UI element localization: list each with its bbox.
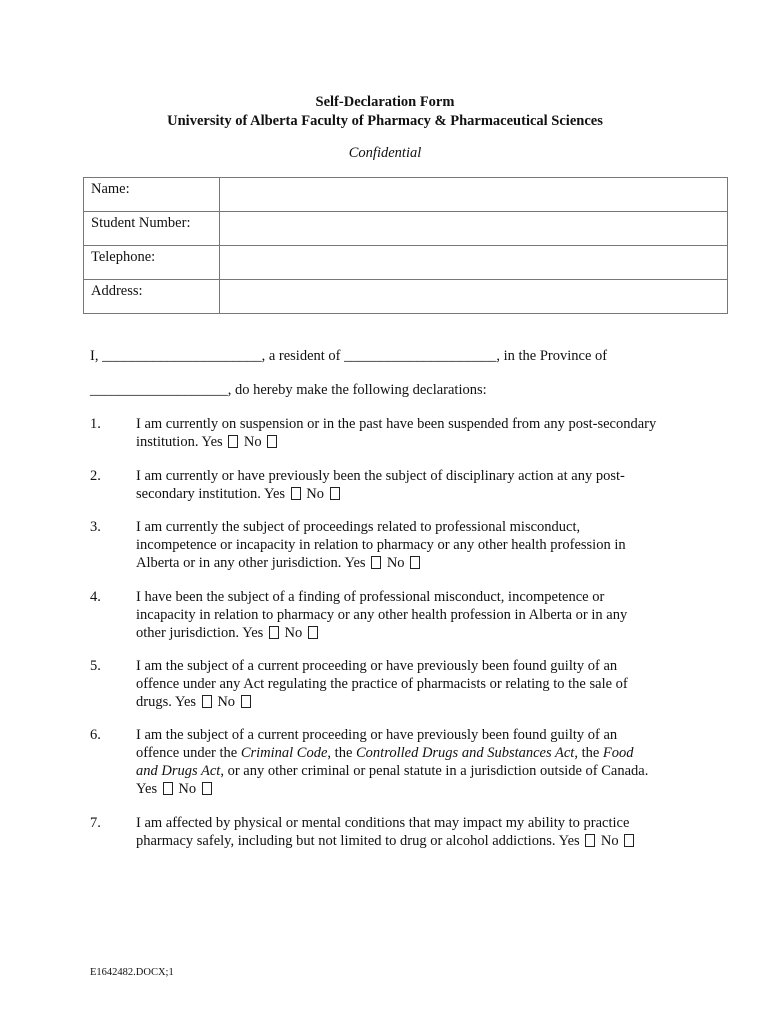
- confidential-label: Confidential: [348, 145, 422, 161]
- item-number: 7.: [90, 815, 101, 831]
- no-checkbox[interactable]: [267, 435, 277, 448]
- yes-label: Yes: [201, 434, 223, 450]
- item-text-line-2: incompetence or incapacity in relation to pharmacy or any other health profession in: [136, 537, 626, 553]
- cdsa-title: Controlled Drugs and Substances Act: [356, 745, 575, 761]
- item-text-line-3: [136, 762, 680, 780]
- item-text-end: Alberta or in any other jurisdiction.: [136, 555, 342, 571]
- name-label: Name:: [84, 178, 220, 212]
- no-checkbox[interactable]: [202, 782, 212, 795]
- yes-checkbox[interactable]: [269, 626, 279, 639]
- address-label: Address:: [84, 280, 220, 314]
- student-number-label: Student Number:: [84, 212, 220, 246]
- declaration-line-2: ___________________, do hereby make the following declarations:: [90, 382, 487, 398]
- item-text-line-2: offence under any Act regulating the practice of pharmacists or relating to the sale of: [136, 676, 628, 692]
- item-text-end: drugs.: [136, 694, 172, 710]
- form-title: Self-Declaration Form: [315, 94, 455, 110]
- telephone-row: [84, 246, 728, 280]
- item-text: I have been the subject of a finding of professional misconduct, incompetence or: [136, 589, 605, 605]
- yes-checkbox[interactable]: [585, 834, 595, 847]
- item-text-answer-line: [136, 780, 680, 798]
- item-text: I am the subject of a current proceeding or have previously been found guilty of an: [136, 727, 618, 743]
- food-drugs-title-start: Food: [602, 745, 634, 761]
- item-text-answer-line: [136, 832, 680, 850]
- yes-label: Yes: [344, 555, 366, 571]
- item-number: 6.: [90, 727, 101, 743]
- institution-title: University of Alberta Faculty of Pharmacy & Pharmaceutical Sciences: [167, 113, 603, 129]
- yes-label: Yes: [136, 781, 158, 797]
- personal-info-table: [83, 177, 728, 314]
- yes-label: Yes: [558, 833, 580, 849]
- item-text: I am currently the subject of proceedings related to professional misconduct,: [136, 519, 581, 535]
- item-text-end: pharmacy safely, including but not limited to drug or alcohol addictions.: [136, 833, 556, 849]
- item-text: I am affected by physical or mental conditions that may impact my ability to practice: [136, 815, 630, 831]
- declaration-line-1: I, ______________________, a resident of _____________________, in the Province of: [90, 348, 608, 364]
- item-number: 1.: [90, 416, 101, 432]
- item-text-end: other jurisdiction.: [136, 625, 240, 641]
- item-text-line-2: [136, 744, 680, 762]
- yes-checkbox[interactable]: [202, 695, 212, 708]
- no-checkbox[interactable]: [330, 487, 340, 500]
- criminal-code-title: Criminal Code: [240, 745, 328, 761]
- item-number: 2.: [90, 468, 101, 484]
- yes-checkbox[interactable]: [371, 556, 381, 569]
- no-checkbox[interactable]: [241, 695, 251, 708]
- yes-checkbox[interactable]: [228, 435, 238, 448]
- item-text-part: , the: [574, 745, 603, 761]
- no-label: No: [306, 486, 325, 502]
- no-label: No: [217, 694, 236, 710]
- item-text-part: , or any other criminal or penal statute in a jurisdiction outside of Canada.: [220, 763, 649, 779]
- yes-checkbox[interactable]: [163, 782, 173, 795]
- no-checkbox[interactable]: [308, 626, 318, 639]
- item-number: 3.: [90, 519, 101, 535]
- yes-label: Yes: [242, 625, 264, 641]
- student-number-field[interactable]: [220, 212, 728, 246]
- student-number-row: [84, 212, 728, 246]
- no-label: No: [178, 781, 197, 797]
- item-text-part: , the: [327, 745, 357, 761]
- no-checkbox[interactable]: [624, 834, 634, 847]
- item-text: I am currently on suspension or in the past have been suspended from any post-secondary: [136, 416, 657, 432]
- telephone-label: Telephone:: [84, 246, 220, 280]
- document-footer-id: E1642482.DOCX;1: [90, 967, 174, 978]
- item-text-line-2: incapacity in relation to pharmacy or any other health profession in Alberta or in any: [136, 607, 628, 623]
- no-label: No: [284, 625, 303, 641]
- yes-checkbox[interactable]: [291, 487, 301, 500]
- item-text-answer-line: [136, 624, 680, 642]
- item-text-answer-line: [136, 693, 680, 711]
- item-text-part: offence under the: [136, 745, 241, 761]
- food-drugs-title-end: and Drugs Act: [136, 763, 221, 779]
- item-text: I am the subject of a current proceeding or have previously been found guilty of an: [136, 658, 618, 674]
- no-label: No: [386, 555, 405, 571]
- item-text-end: secondary institution.: [136, 486, 261, 502]
- item-text-answer-line: [136, 485, 680, 503]
- no-label: No: [243, 434, 262, 450]
- item-text-answer-line: [136, 433, 680, 451]
- no-label: No: [600, 833, 619, 849]
- yes-label: Yes: [174, 694, 197, 710]
- item-number: 5.: [90, 658, 101, 674]
- name-field[interactable]: [220, 178, 728, 212]
- item-text-answer-line: [136, 554, 680, 572]
- telephone-field[interactable]: [220, 246, 728, 280]
- yes-label: Yes: [263, 486, 286, 502]
- name-row: [84, 178, 728, 212]
- address-row: [84, 280, 728, 314]
- address-field[interactable]: [220, 280, 728, 314]
- item-number: 4.: [90, 589, 101, 605]
- no-checkbox[interactable]: [410, 556, 420, 569]
- item-text-end: institution.: [136, 434, 199, 450]
- item-text: I am currently or have previously been the subject of disciplinary action at any post-: [136, 468, 625, 484]
